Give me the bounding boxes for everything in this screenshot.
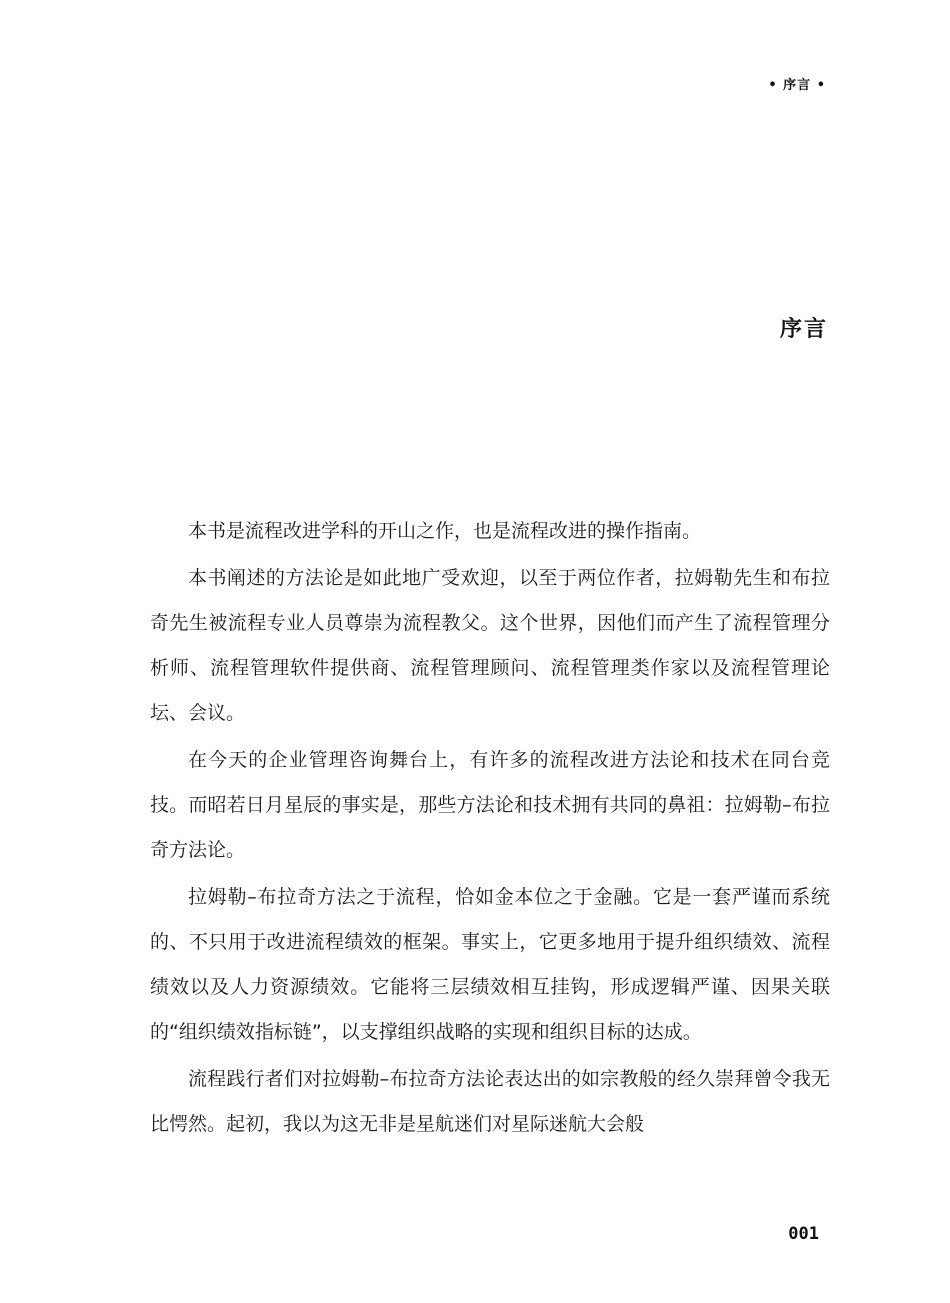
paragraph-2: 本书阐述的方法论是如此地广受欢迎，以至于两位作者，拉姆勒先生和布拉奇先生被流程专业人员尊崇为流程教父。这个世界，因他们而产生了流程管理分析师、流程管理软件提供商、流程管理顾问、流程管理类作家以及流程管理论坛、会议。 xyxy=(150,567,830,724)
body-text xyxy=(150,509,830,1149)
running-header: • 序言 • xyxy=(768,78,826,93)
paragraph-5: 流程践行者们对拉姆勒–布拉奇方法论表达出的如宗教般的经久崇拜曾令我无比愕然。起初，我以为这无非是星航迷们对星际迷航大会般 xyxy=(150,1068,830,1135)
chapter-title: 序言 xyxy=(779,317,828,342)
paragraph-4: 拉姆勒–布拉奇方法之于流程，恰如金本位之于金融。它是一套严谨而系统的、不只用于改进流程绩效的框架。事实上，它更多地用于提升组织绩效、流程绩效以及人力资源绩效。它能将三层绩效相互挂钩，形成逻辑严谨、因果关联的“组织绩效指标链”，以支撑组织战略的实现和组织目标的达成。 xyxy=(150,886,830,1043)
paragraph-1: 本书是流程改进学科的开山之作，也是流程改进的操作指南。 xyxy=(188,520,702,542)
paragraph-3: 在今天的企业管理咨询舞台上，有许多的流程改进方法论和技术在同台竞技。而昭若日月星辰的事实是，那些方法论和技术拥有共同的鼻祖：拉姆勒–布拉奇方法论。 xyxy=(150,749,830,861)
page-number: 001 xyxy=(788,1224,819,1244)
